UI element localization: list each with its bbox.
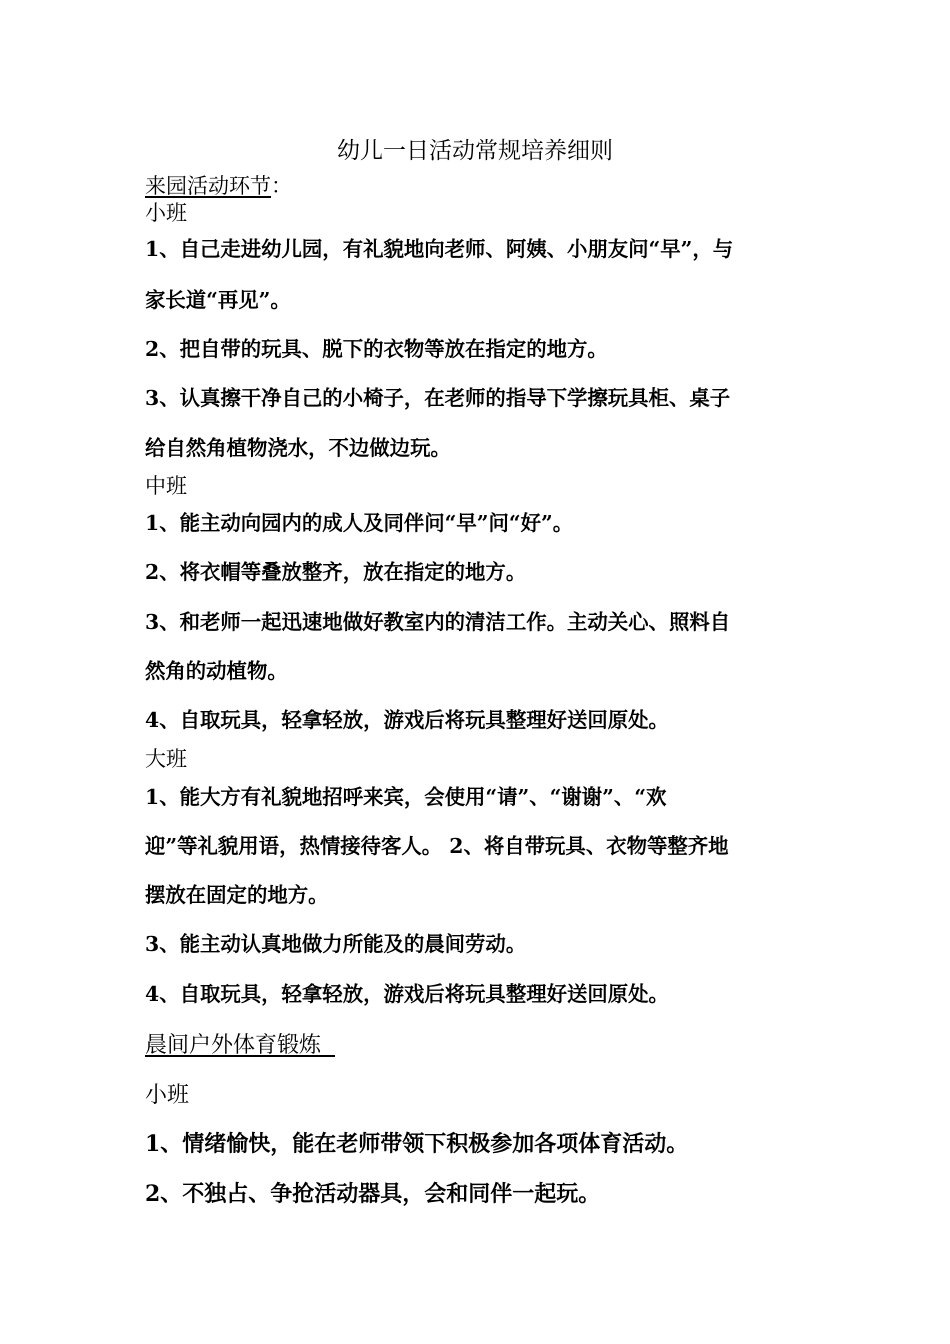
paragraph-line: 迎”等礼貌用语，热情接待客人。 2、将自带玩具、衣物等整齐地: [145, 834, 729, 858]
paragraph-line: 4、自取玩具，轻拿轻放，游戏后将玩具整理好送回原处。: [145, 708, 669, 732]
paragraph-line: 2、将衣帽等叠放整齐，放在指定的地方。: [145, 560, 527, 584]
section-heading-morning-exercise-text: 晨间户外体育锻炼: [145, 1033, 335, 1058]
paragraph-line: 1、自己走进幼儿园，有礼貌地向老师、阿姨、小朋友问“早”，与: [145, 237, 734, 261]
paragraph-line: 家长道“再见”。: [145, 288, 291, 312]
paragraph-line: 3、能主动认真地做力所能及的晨间劳动。: [145, 932, 527, 956]
grade-label-small: 小班: [145, 201, 187, 225]
paragraph-line: 2、不独占、争抢活动器具，会和同伴一起玩。: [145, 1181, 601, 1207]
paragraph-line: 2、把自带的玩具、脱下的衣物等放在指定的地方。: [145, 337, 608, 361]
paragraph-line: 1、能主动向园内的成人及同伴问“早”问“好”。: [145, 511, 574, 535]
paragraph-line: 3、认真擦干净自己的小椅子，在老师的指导下学擦玩具柜、桌子: [145, 386, 731, 410]
paragraph-line: 1、情绪愉快，能在老师带领下积极参加各项体育活动。: [145, 1131, 689, 1157]
paragraph-line: 4、自取玩具，轻拿轻放，游戏后将玩具整理好送回原处。: [145, 982, 669, 1006]
paragraph-line: 摆放在固定的地方。: [145, 883, 329, 907]
paragraph-line: 1、能大方有礼貌地招呼来宾，会使用“请”、“谢谢”、“欢: [145, 785, 667, 809]
section-heading-morning-exercise: [145, 1032, 335, 1060]
page-title: 幼儿一日活动常规培养细则: [337, 138, 613, 164]
section-heading-arrival: [145, 172, 292, 200]
grade-label-small-exercise: 小班: [145, 1083, 190, 1108]
paragraph-line: 然角的动植物。: [145, 659, 288, 683]
grade-label-middle: 中班: [145, 474, 187, 498]
section-heading-arrival-text: 来园活动环节: [145, 174, 271, 198]
grade-label-large: 大班: [145, 747, 187, 771]
paragraph-line: 3、和老师一起迅速地做好教室内的清洁工作。主动关心、照料自: [145, 610, 731, 634]
section-heading-colon: ：: [271, 174, 292, 198]
paragraph-line: 给自然角植物浇水，不边做边玩。: [145, 436, 451, 460]
